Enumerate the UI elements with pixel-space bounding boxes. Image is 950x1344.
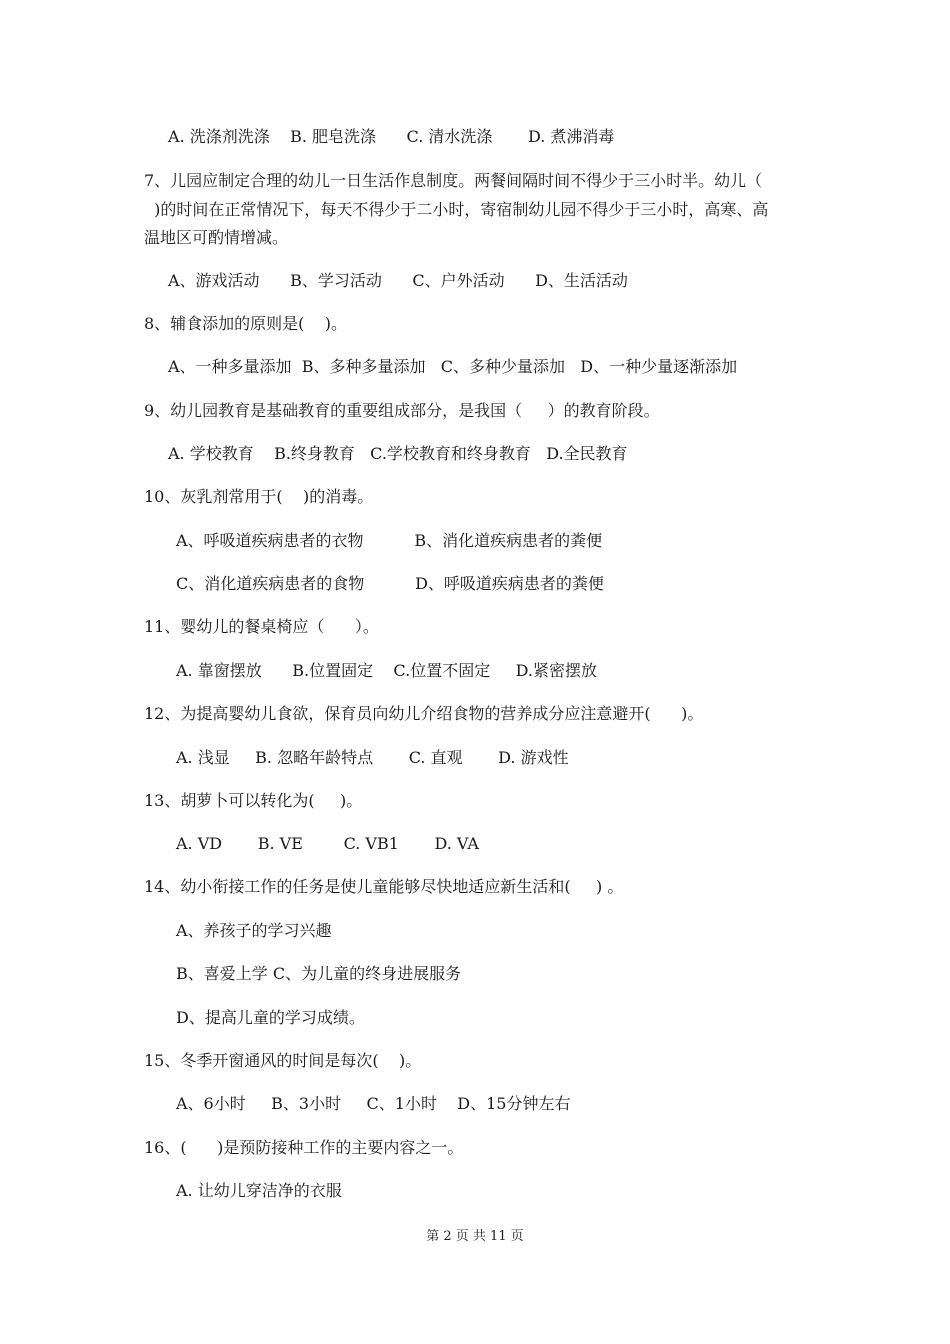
q10-stem: 10、灰乳剂常用于( )的消毒。 [144,487,374,506]
q15-options: A、6小时 B、3小时 C、1小时 D、15分钟左右 [176,1094,571,1113]
q9-options: A. 学校教育 B.终身教育 C.学校教育和终身教育 D.全民教育 [168,444,628,463]
q11-options: A. 靠窗摆放 B.位置固定 C.位置不固定 D.紧密摆放 [176,661,597,680]
q7-stem-line2: )的时间在正常情况下，每天不得少于二小时，寄宿制幼儿园不得少于三小时，高寒、高 [144,200,769,219]
q10-options-cd: C、消化道疾病患者的食物 D、呼吸道疾病患者的粪便 [176,574,604,593]
q16-option-a: A. 让幼儿穿洁净的衣服 [176,1181,342,1200]
q11-stem: 11、婴幼儿的餐桌椅应（ ）。 [144,617,379,636]
q7-stem-line3: 温地区可酌情增减。 [144,228,289,247]
q8-stem: 8、辅食添加的原则是( )。 [144,314,348,333]
q16-stem: 16、( )是预防接种工作的主要内容之一。 [144,1138,464,1157]
q6-options: A. 洗涤剂洗涤 B. 肥皂洗涤 C. 清水洗涤 D. 煮沸消毒 [168,127,615,146]
q14-option-a: A、养孩子的学习兴趣 [176,921,332,940]
q14-option-d: D、提高儿童的学习成绩。 [176,1008,365,1027]
q13-options: A. VD B. VE C. VB1 D. VA [176,834,479,853]
page-number-footer: 第 2 页 共 11 页 [426,1229,524,1244]
q13-stem: 13、胡萝卜可以转化为( )。 [144,791,363,810]
q9-stem: 9、幼儿园教育是基础教育的重要组成部分，是我国（ ）的教育阶段。 [144,401,660,420]
q12-options: A. 浅显 B. 忽略年龄特点 C. 直观 D. 游戏性 [176,748,569,767]
q7-options: A、游戏活动 B、学习活动 C、户外活动 D、生活活动 [168,271,628,290]
q7-stem-line1: 7、儿园应制定合理的幼儿一日生活作息制度。两餐间隔时间不得少于三小时半。幼儿（ [144,171,763,190]
q12-stem: 12、为提高婴幼儿食欲，保育员向幼儿介绍食物的营养成分应注意避开( )。 [144,704,704,723]
q8-options: A、一种多量添加 B、多种多量添加 C、多种少量添加 D、一种少量逐渐添加 [168,357,738,376]
q14-stem: 14、幼小衔接工作的任务是使儿童能够尽快地适应新生活和( ) 。 [144,877,624,896]
q10-options-ab: A、呼吸道疾病患者的衣物 B、消化道疾病患者的粪便 [176,531,603,550]
q15-stem: 15、冬季开窗通风的时间是每次( )。 [144,1051,422,1070]
q14-option-bc: B、喜爱上学 C、为儿童的终身进展服务 [176,964,462,983]
